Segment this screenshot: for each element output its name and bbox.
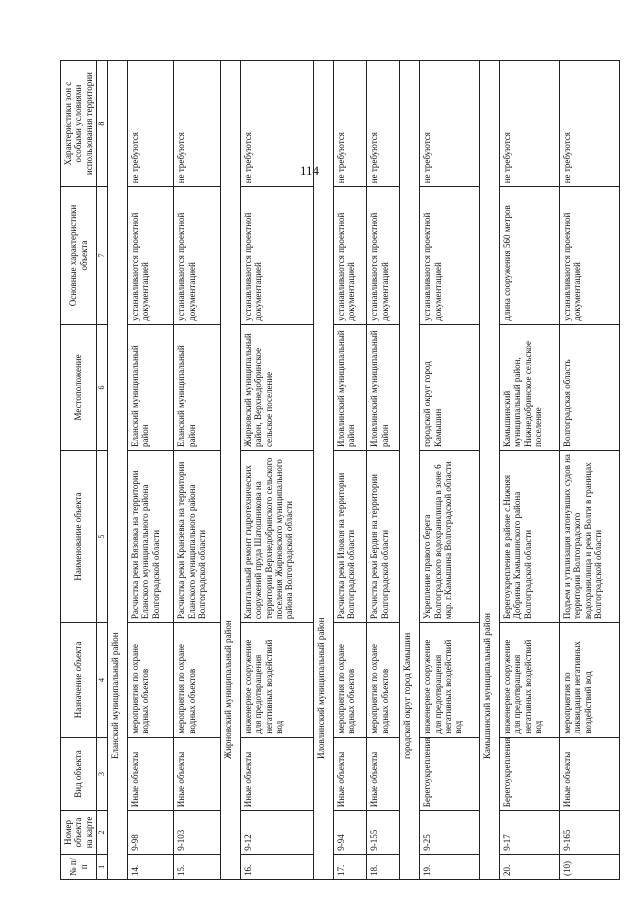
table-row <box>420 61 480 880</box>
row-number: 17. <box>334 854 367 879</box>
object-code: 9-165 <box>559 811 619 855</box>
object-zones: не требуются <box>420 61 480 187</box>
group-row <box>108 61 128 880</box>
column-number: 1 <box>97 854 108 879</box>
object-code: 9-98 <box>127 811 174 855</box>
table-row <box>127 61 174 880</box>
object-location: Иловлинский муниципальный район <box>334 324 367 450</box>
table-row <box>240 61 313 880</box>
header-row <box>61 61 97 880</box>
object-purpose: мероприятия по ликвидации негативных воздействий вод <box>559 623 619 738</box>
object-code: 9-25 <box>420 811 480 855</box>
row-number: 16. <box>240 854 313 879</box>
column-number: 7 <box>97 187 108 325</box>
object-purpose: инженерное сооружение для предотвращения негативных воздействий вод <box>420 623 480 738</box>
object-features: устанавливаются проектной документацией <box>420 187 480 325</box>
object-code: 9-12 <box>240 811 313 855</box>
object-zones: не требуются <box>334 61 367 187</box>
object-purpose: мероприятия по охране водных объектов <box>334 623 367 738</box>
row-number: (10) <box>559 854 619 879</box>
object-features: устанавливаются проектной документацией <box>240 187 313 325</box>
object-name: Расчистка реки Вязовка на территории Еланского муниципального района Волгоградской области <box>127 451 174 623</box>
column-header: № п/п <box>61 854 97 879</box>
object-code: 9-155 <box>367 811 400 855</box>
object-name: Берегоукрепление в районе с.Нижняя Добринка Камышинского района Волгоградской области <box>500 451 560 623</box>
object-code: 9-103 <box>174 811 221 855</box>
object-name: Подъем и утилизация затонувших судов на территории Волгоградского водохранилища и реки Волги в границах Волгоградской области <box>559 451 619 623</box>
object-name: Расчистка реки Иловля на территории Волгоградской области <box>334 451 367 623</box>
column-header: Номер объекта на карте <box>61 811 97 855</box>
group-title: Еланский муниципальный район <box>108 61 128 880</box>
group-row <box>400 61 420 880</box>
objects-table <box>60 60 620 880</box>
row-number: 19. <box>420 854 480 879</box>
table-row <box>367 61 400 880</box>
object-code: 9-94 <box>334 811 367 855</box>
object-zones: не требуются <box>500 61 560 187</box>
object-zones: не требуются <box>174 61 221 187</box>
object-features: устанавливаются проектной документацией <box>174 187 221 325</box>
object-zones: не требуются <box>559 61 619 187</box>
object-features: устанавливаются проектной документацией <box>367 187 400 325</box>
object-kind: Иные объекты <box>367 737 400 810</box>
column-numbers-row <box>97 61 108 880</box>
object-features: устанавливаются проектной документацией <box>127 187 174 325</box>
page-number: 114 <box>300 163 320 178</box>
object-purpose: мероприятия по охране водных объектов <box>367 623 400 738</box>
row-number: 18. <box>367 854 400 879</box>
row-number: 15. <box>174 854 221 879</box>
object-kind: Иные объекты <box>127 737 174 810</box>
object-features: устанавливаются проектной документацией <box>334 187 367 325</box>
column-number: 6 <box>97 324 108 450</box>
object-zones: не требуются <box>240 61 313 187</box>
table-row <box>334 61 367 880</box>
column-number: 5 <box>97 451 108 623</box>
object-purpose: мероприятия по охране водных объектов <box>127 623 174 738</box>
table-row <box>500 61 560 880</box>
object-name: Расчистка реки Бердия на территории Волгоградской области <box>367 451 400 623</box>
object-kind: Иные объекты <box>334 737 367 810</box>
column-number: 3 <box>97 737 108 810</box>
group-title: Жирновский муниципальный район <box>221 61 241 880</box>
object-location: городской округ город Камышин <box>420 324 480 450</box>
object-zones: не требуются <box>367 61 400 187</box>
column-number: 2 <box>97 811 108 855</box>
object-location: Волгоградская область <box>559 324 619 450</box>
column-number: 8 <box>97 61 108 187</box>
object-location: Жирновский муниципальный район, Верхнедобринское сельское поселение <box>240 324 313 450</box>
object-location: Еланский муниципальный район <box>127 324 174 450</box>
column-header: Назначение объекта <box>61 623 97 738</box>
group-title: Иловлинский муниципальный район <box>314 61 334 880</box>
object-kind: Берегоукрепления <box>500 737 560 810</box>
object-location: Иловлинский муниципальный район <box>367 324 400 450</box>
object-kind: Иные объекты <box>174 737 221 810</box>
object-name: Расчистка реки Кранзевка на территории Еланского муниципального района Волгоградской области <box>174 451 221 623</box>
group-row <box>314 61 334 880</box>
object-name: Укрепление правого берега Волгоградского водохранилища в зоне 6 мкр. г.Камышина Волгоградской области <box>420 451 480 623</box>
object-purpose: инженерное сооружение для предотвращения негативных воздействий вод <box>500 623 560 738</box>
object-location: Камышинский муниципальный район, Нижнедобринское сельское поселение <box>500 324 560 450</box>
object-kind: Иные объекты <box>240 737 313 810</box>
object-code: 9-17 <box>500 811 560 855</box>
object-features: устанавливаются проектной документацией <box>559 187 619 325</box>
group-row <box>221 61 241 880</box>
object-features: длина сооружения 560 метров <box>500 187 560 325</box>
column-header: Наименование объекта <box>61 451 97 623</box>
column-header: Характеристики зон с особыми условиями использования территории <box>61 61 97 187</box>
object-zones: не требуются <box>127 61 174 187</box>
column-header: Вид объекта <box>61 737 97 810</box>
object-purpose: инженерное сооружение для предотвращения негативных воздействий вод <box>240 623 313 738</box>
object-kind: Берегоукрепления <box>420 737 480 810</box>
row-number: 20. <box>500 854 560 879</box>
table-row <box>559 61 619 880</box>
row-number: 14. <box>127 854 174 879</box>
object-location: Еланский муниципальный район <box>174 324 221 450</box>
group-title: городской округ город Камышин <box>400 61 420 880</box>
column-header: Местоположение <box>61 324 97 450</box>
object-name: Капитальный ремонт гидротехнических сооружений пруда Шатошникова на территории Верхнедобринского сельского поселения Жирновского муниципального района Волгоградской области <box>240 451 313 623</box>
group-title: Камышинский муниципальный район <box>480 61 500 880</box>
group-row <box>480 61 500 880</box>
table-body <box>108 61 620 880</box>
object-purpose: мероприятия по охране водных объектов <box>174 623 221 738</box>
column-header: Основные характеристики объекта <box>61 187 97 325</box>
table-row <box>174 61 221 880</box>
rotated-table-wrapper <box>60 60 620 880</box>
column-number: 4 <box>97 623 108 738</box>
object-kind: Иные объекты <box>559 737 619 810</box>
